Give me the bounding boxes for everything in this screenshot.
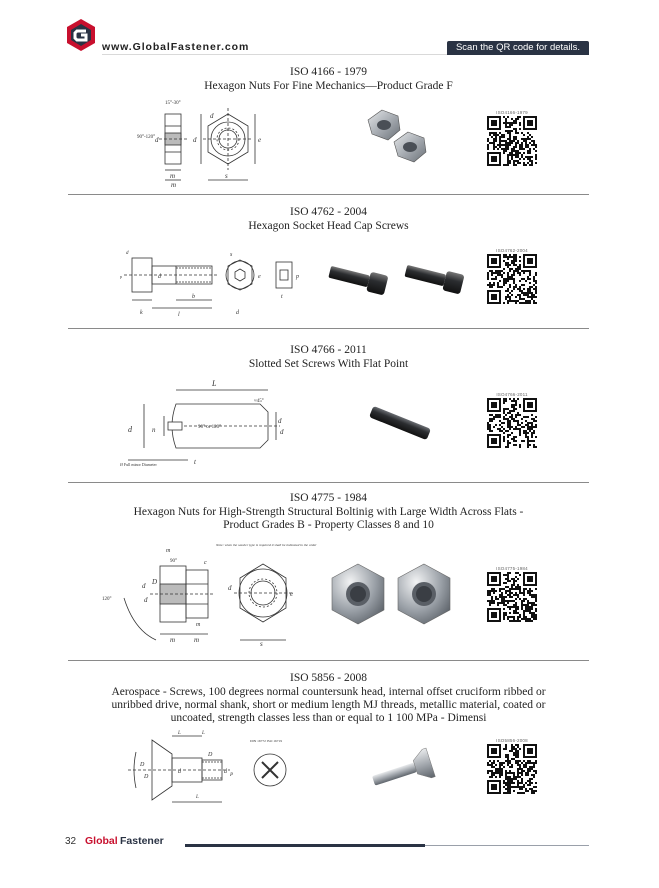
drawing-label: t [281, 294, 283, 300]
qr-code-icon[interactable] [487, 398, 537, 448]
site-url[interactable]: www.GlobalFastener.com [102, 41, 250, 53]
drawing-label: k [140, 310, 143, 316]
drawing-label: 120° [102, 597, 112, 602]
drawing-label: d [210, 112, 214, 120]
qr-caption: ISO4766-2011 [496, 392, 528, 397]
section-standard: ISO 4766 - 2011 [290, 344, 367, 356]
drawing-label: d [280, 428, 284, 436]
countersunk-screw-photo [368, 746, 440, 796]
drawing-label: t [194, 458, 196, 466]
drawing-label: 90° or 120° [198, 425, 222, 430]
section-standard: ISO 4166 - 1979 [290, 66, 367, 78]
iso-4775-technical-drawing [100, 540, 317, 648]
drawing-label: s [230, 252, 233, 258]
qr-caption: ISO5856-2008 [496, 738, 528, 743]
drawing-label: d [178, 769, 181, 775]
qr-code-icon[interactable] [487, 116, 537, 166]
drawing-label: D [208, 752, 213, 758]
drawing-label: P [230, 773, 234, 778]
drawing-label: L [212, 379, 217, 388]
section-divider [68, 328, 589, 329]
iso-4766-technical-drawing [118, 376, 293, 468]
drawing-label: D [144, 774, 149, 780]
section-title: Slotted Set Screws With Flat Point [248, 358, 409, 370]
drawing-label: s [225, 172, 228, 180]
cap-screw-photo [325, 256, 475, 300]
drawing-label: p [296, 274, 299, 280]
drawing-label: 90° [170, 559, 177, 564]
drawing-label: m [196, 622, 201, 628]
drawing-label: m [194, 636, 200, 644]
drawing-label: d [278, 417, 282, 425]
iso-4166-technical-drawing [135, 96, 285, 188]
footer-divider [425, 845, 589, 846]
page-number: 32 [65, 836, 77, 847]
qr-code-icon[interactable] [487, 744, 537, 794]
drawing-label: D [152, 578, 158, 586]
qr-code-icon[interactable] [487, 572, 537, 622]
drawing-label: e [258, 136, 262, 144]
section-title: Product Grades B - Property Classes 8 and 10 [223, 519, 434, 531]
drawing-label: d [158, 274, 161, 280]
drawing-label: 15°-30° [165, 101, 181, 106]
drawing-label: 90°-120° [137, 135, 156, 140]
section-divider [68, 660, 589, 661]
qr-banner: Scan the QR code for details. [447, 41, 589, 55]
drawing-note: Note: when the washer type is required it shall be indicated in the order [216, 543, 317, 547]
drawing-note: Ø Full minor Diameter [120, 462, 157, 467]
drawing-label: e [258, 274, 261, 280]
drawing-label: d [128, 425, 132, 434]
drawing-label: d [126, 251, 129, 256]
drawing-label: l [178, 312, 180, 318]
global-fastener-logo [64, 18, 98, 52]
section-standard: ISO 4775 - 1984 [290, 492, 367, 504]
drawing-label: e [290, 590, 294, 598]
hex-nut-photo [360, 108, 430, 170]
footer-brand-fastener: Fastener [120, 835, 164, 847]
drawing-note: DIN 16772 ISO 16719 [250, 739, 282, 743]
iso-4762-technical-drawing [118, 238, 308, 318]
qr-caption: ISO4775-1984 [496, 566, 528, 571]
drawing-label: d [236, 310, 239, 316]
footer-accent-bar [185, 844, 425, 847]
drawing-label: d [144, 596, 148, 604]
section-title: Hexagon Nuts for High-Strength Structural Boltinig with Large Width Across Flats - [133, 506, 524, 518]
drawing-label: m [170, 172, 176, 180]
drawing-label: d [224, 769, 227, 775]
section-standard: ISO 4762 - 2004 [290, 206, 367, 218]
drawing-label: m [170, 636, 176, 644]
drawing-label: n [152, 426, 156, 434]
drawing-label: s [260, 640, 263, 648]
page-header [0, 0, 659, 60]
svg-text:p: p [120, 274, 122, 279]
drawing-label: d [142, 582, 146, 590]
qr-caption: ISO4166-1979 [496, 110, 528, 115]
drawing-label: L [202, 731, 205, 736]
section-title: uncoated, strength classes less than or equal to 1 100 MPa - Dimensi [170, 712, 487, 724]
set-screw-photo [365, 400, 435, 446]
drawing-label: m [171, 181, 177, 189]
drawing-label: d [155, 136, 159, 144]
qr-code-icon[interactable] [487, 254, 537, 304]
drawing-label: ≈45° [254, 399, 264, 404]
section-title: Aerospace - Screws, 100 degrees normal countersunk head, internal offset cruciform ribbed or [111, 686, 546, 698]
drawing-label: L [178, 731, 181, 736]
drawing-label: L [196, 795, 199, 800]
drawing-label: c [204, 560, 207, 566]
section-divider [68, 482, 589, 483]
section-title: Hexagon Socket Head Cap Screws [248, 220, 409, 232]
section-title: unribbed drive, normal shank, short or medium length MJ threads, metallic material, coated or [111, 699, 546, 711]
iso-5856-technical-drawing [122, 728, 302, 808]
drawing-label: d [228, 584, 232, 592]
structural-hex-nut-photo [322, 562, 462, 630]
section-divider [68, 194, 589, 195]
section-title: Hexagon Nuts For Fine Mechanics—Product Grade F [204, 80, 453, 92]
footer-brand-global: Global [85, 835, 118, 847]
drawing-label: m [166, 548, 171, 554]
drawing-label: b [192, 294, 195, 300]
qr-caption: ISO4762-2004 [496, 248, 528, 253]
section-standard: ISO 5856 - 2008 [290, 672, 367, 684]
drawing-label: D [140, 762, 145, 768]
drawing-label: d [193, 136, 197, 144]
